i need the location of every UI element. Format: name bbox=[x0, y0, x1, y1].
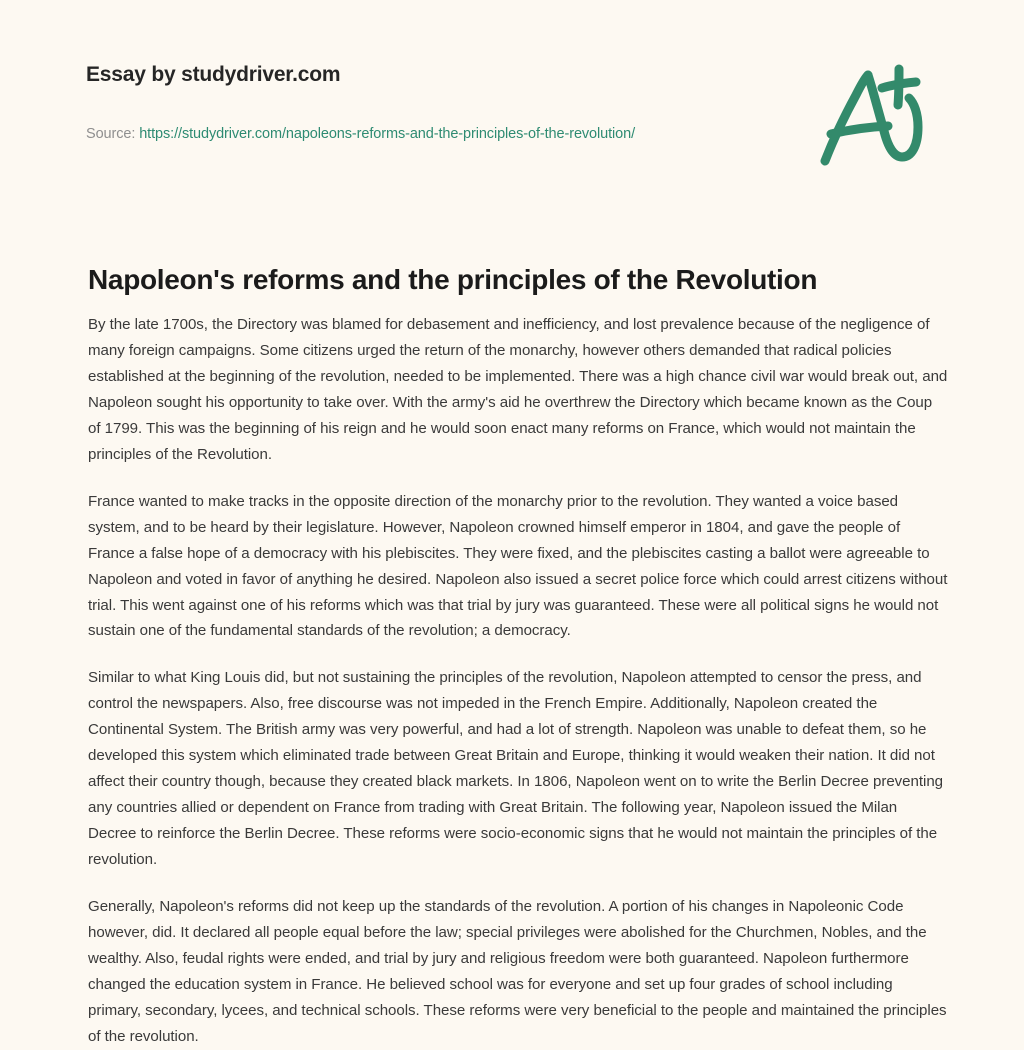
article-paragraph: By the late 1700s, the Directory was blamed for debasement and inefficiency, and lost prevalence because of the negligence of many foreign campaigns. Some citizens urged the return of the monarchy, however others demanded that radical policies established at the beginning of the revolution, needed to be implemented. There was a high chance civil war would break out, and Napoleon sought his opportunity to take over. With the army's aid he overthrew the Directory which became known as the Coup of 1799. This was the beginning of his reign and he would soon enact many reforms on France, which would not maintain the principles of the Revolution. bbox=[88, 316, 948, 463]
source-label: Source: bbox=[86, 126, 136, 142]
page-header bbox=[0, 0, 1024, 200]
studydriver-a-plus-logo-icon bbox=[806, 55, 936, 170]
source-url-link[interactable]: https://studydriver.com/napoleons-reforms-and-the-principles-of-the-revolution/ bbox=[139, 126, 636, 142]
article-paragraph: Generally, Napoleon's reforms did not keep up the standards of the revolution. A portion of his changes in Napoleonic Code however, did. It declared all people equal before the law; special privileges were abolished for the Churchmen, Nobles, and the wealthy. Also, feudal rights were ended, and trial by jury and religious freedom were both guaranteed. Napoleon furthermore changed the education system in France. He believed school was for everyone and set up four grades of school including primary, secondary, lycees, and technical schools. These reforms were very beneficial to the people and maintained the principles of the revolution. bbox=[88, 898, 947, 1045]
page-title: Napoleon's reforms and the principles of the Revolution bbox=[88, 263, 818, 295]
article-paragraph: France wanted to make tracks in the opposite direction of the monarchy prior to the revolution. They wanted a voice based system, and to be heard by their legislature. However, Napoleon crowned himself emperor in 1804, and gave the people of France a false hope of a democracy with his plebiscites. They were fixed, and the plebiscites casting a ballot were agreeable to Napoleon and voted in favor of anything he desired. Napoleon also issued a secret police force which could arrest citizens without trial. This went against one of his reforms which was that trial by jury was guaranteed. These were all political signs he would not sustain one of the fundamental standards of the revolution; a democracy. bbox=[88, 492, 948, 640]
article-paragraph: Similar to what King Louis did, but not sustaining the principles of the revolution, Napoleon attempted to censor the press, and control the newspapers. Also, free discourse was not impeded in the French Empire. Additionally, Napoleon created the Continental System. The British army was very powerful, and had a lot of strength. Napoleon was unable to defeat them, so he developed this system which eliminated trade between Great Britain and Europe, thinking it would weaken their nation. It did not affect their country though, because they created black markets. In 1806, Napoleon went on to write the Berlin Decree preventing any countries allied or dependent on France from trading with Great Britain. The following year, Napoleon issued the Milan Decree to reinforce the Berlin Decree. These reforms were socio-economic signs that he would not maintain the principles of the revolution. bbox=[88, 669, 944, 869]
article-body bbox=[88, 312, 948, 1050]
essay-byline: Essay by studydriver.com bbox=[86, 63, 341, 86]
source-line bbox=[86, 126, 635, 142]
